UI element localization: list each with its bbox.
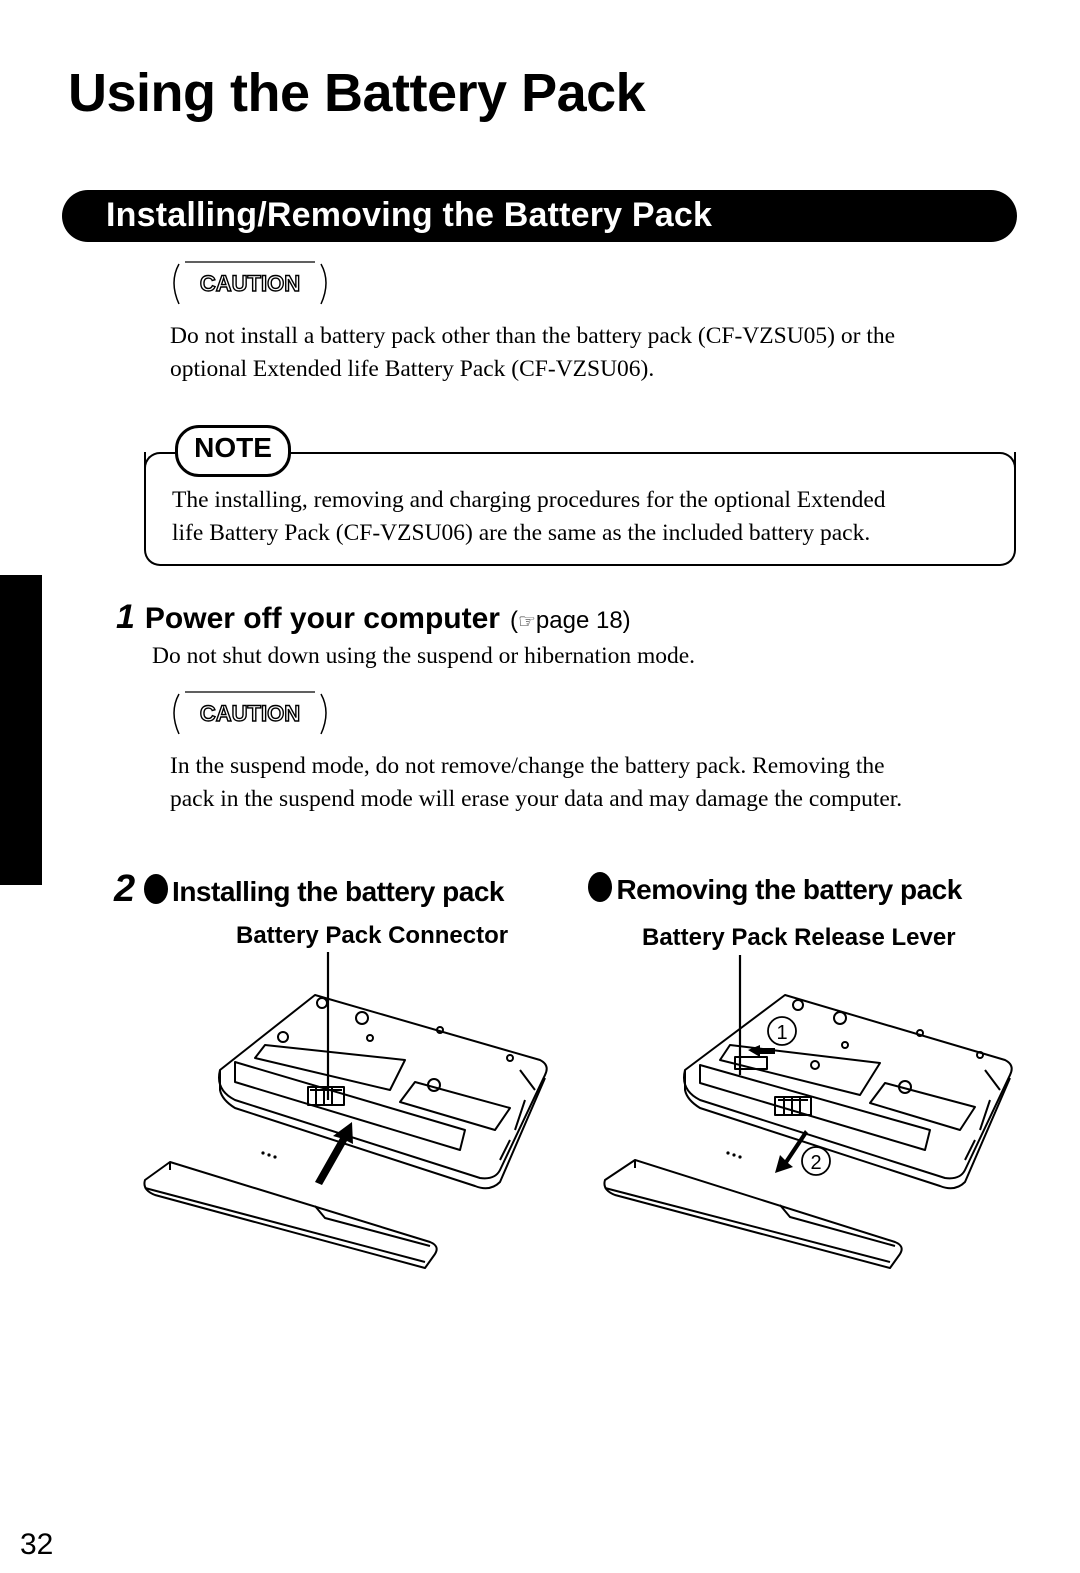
step-number: 2 bbox=[114, 868, 136, 910]
installing-battery-illustration bbox=[140, 950, 560, 1270]
chapter-thumb-tab bbox=[0, 575, 42, 885]
step-2-installing-heading bbox=[114, 868, 504, 911]
svg-text:CAUTION: CAUTION bbox=[199, 701, 301, 726]
caution-1-text bbox=[170, 320, 895, 386]
caution-bracket-icon bbox=[165, 688, 335, 740]
note-line: The installing, removing and charging procedures for the optional Extended bbox=[172, 487, 886, 513]
removing-battery-illustration bbox=[600, 955, 1020, 1275]
page-number: 32 bbox=[20, 1528, 54, 1561]
figure-label-connector: Battery Pack Connector bbox=[236, 922, 509, 949]
section-banner-label: Installing/Removing the Battery Pack bbox=[106, 196, 713, 234]
note-text bbox=[172, 484, 886, 550]
section-banner bbox=[62, 190, 1017, 242]
callout-2: 2 bbox=[810, 1152, 822, 1174]
note-corner bbox=[980, 452, 1016, 488]
step-heading: Power off your computer bbox=[144, 602, 500, 635]
step-heading: Removing the battery pack bbox=[616, 874, 962, 905]
step-2-removing-heading bbox=[588, 872, 962, 906]
svg-text:CAUTION: CAUTION bbox=[199, 271, 301, 296]
step-heading: Installing the battery pack bbox=[172, 876, 504, 907]
page-title: Using the Battery Pack bbox=[68, 63, 646, 123]
caution-bracket-icon bbox=[165, 258, 335, 310]
caution-badge bbox=[165, 258, 335, 310]
caution-2-line: pack in the suspend mode will erase your data and may damage the computer. bbox=[170, 786, 903, 812]
caution-2-line: In the suspend mode, do not remove/change the battery pack. Removing the bbox=[170, 753, 885, 779]
note-line: life Battery Pack (CF-VZSU06) are the same as the included battery pack. bbox=[172, 520, 871, 546]
note-divider bbox=[290, 452, 990, 454]
caution-2-text bbox=[170, 750, 902, 816]
bullet-icon bbox=[144, 874, 168, 904]
bullet-icon bbox=[588, 872, 612, 902]
step-1-heading bbox=[116, 598, 631, 637]
step-1-description: Do not shut down using the suspend or hibernation mode. bbox=[152, 643, 696, 669]
step-number: 1 bbox=[116, 598, 135, 636]
caution-1-line: Do not install a battery pack other than the battery pack (CF-VZSU05) or the bbox=[170, 323, 896, 349]
figure-label-release-lever: Battery Pack Release Lever bbox=[642, 924, 956, 951]
page-reference[interactable]: (☞page 18) bbox=[509, 607, 631, 634]
caution-badge bbox=[165, 688, 335, 740]
callout-1: 1 bbox=[776, 1022, 788, 1044]
pointing-hand-icon: ☞ bbox=[517, 611, 536, 633]
caution-1-line: optional Extended life Battery Pack (CF-VZSU06). bbox=[170, 356, 655, 382]
note-badge: NOTE bbox=[175, 425, 291, 477]
